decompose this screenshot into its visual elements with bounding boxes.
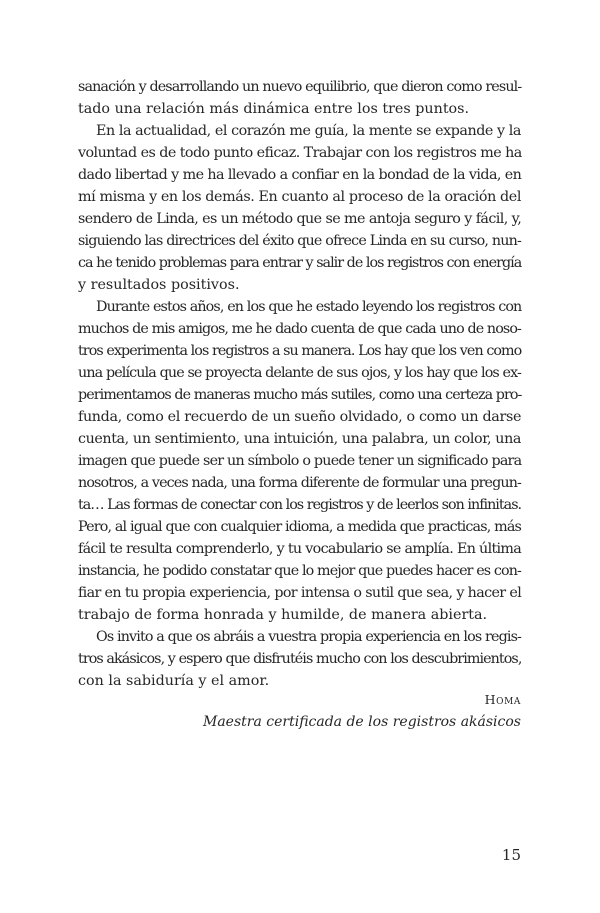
text-line: funda, como el recuerdo de un sueño olvidado, o como un darse: [78, 409, 522, 425]
signature-name: Homa: [484, 692, 521, 707]
text-line: cuenta, un sentimiento, una intuición, una palabra, un color, una: [78, 431, 521, 447]
text-line: En la actualidad, el corazón me guía, la mente se expande y la: [96, 123, 521, 139]
text-line: Pero, al igual que con cualquier idioma, a medida que practicas, más: [78, 519, 521, 535]
text-line: ca he tenido problemas para entrar y salir de los registros con energía: [78, 255, 522, 271]
text-line: fiar en tu propia experiencia, por intensa o sutil que sea, y hacer el: [78, 585, 522, 601]
text-line: tros akásicos, y espero que disfrutéis mucho con los descubrimientos,: [78, 651, 522, 667]
signature-title: Maestra certificada de los registros akásicos: [203, 714, 521, 730]
text-line: sendero de Linda, es un método que se me antoja seguro y fácil, y,: [78, 211, 522, 227]
text-line: mí misma y en los demás. En cuanto al proceso de la oración del: [78, 189, 521, 205]
text-line: imagen que puede ser un símbolo o puede tener un significado para: [78, 453, 522, 469]
text-line: nosotros, a veces nada, una forma diferente de formular una pregun-: [78, 475, 521, 491]
text-line: perimentamos de maneras mucho más sutiles, como una certeza pro-: [78, 387, 522, 403]
text-line: muchos de mis amigos, me he dado cuenta de que cada uno de noso-: [78, 321, 521, 337]
text-line: tado una relación más dinámica entre los tres puntos.: [78, 101, 470, 117]
text-line: sanación y desarrollando un nuevo equilibrio, que dieron como resul-: [78, 79, 522, 95]
text-line: siguiendo las directrices del éxito que ofrece Linda en su curso, nun-: [78, 233, 521, 249]
text-line: instancia, he podido constatar que lo mejor que puedes hacer es con-: [78, 563, 521, 579]
text-line: con la sabiduría y el amor.: [78, 673, 270, 689]
text-line: voluntad es de todo punto eficaz. Trabajar con los registros me ha: [78, 145, 522, 161]
text-line: Durante estos años, en los que he estado leyendo los registros con: [96, 299, 522, 315]
page-number: 15: [501, 846, 521, 864]
text-line: trabajo de forma honrada y humilde, de manera abierta.: [78, 607, 488, 623]
text-line: tros experimenta los registros a su manera. Los hay que los ven como: [78, 343, 522, 359]
text-line: Os invito a que os abráis a vuestra propia experiencia en los regis-: [96, 629, 521, 645]
text-line: ta… Las formas de conectar con los registros y de leerlos son infinitas.: [78, 497, 522, 513]
text-line: y resultados positivos.: [78, 277, 240, 293]
text-line: una película que se proyecta delante de sus ojos, y los hay que los ex-: [78, 365, 521, 381]
text-line: fácil te resulta comprenderlo, y tu vocabulario se amplía. En última: [78, 541, 522, 557]
text-line: dado libertad y me ha llevado a confiar en la bondad de la vida, en: [78, 167, 522, 183]
